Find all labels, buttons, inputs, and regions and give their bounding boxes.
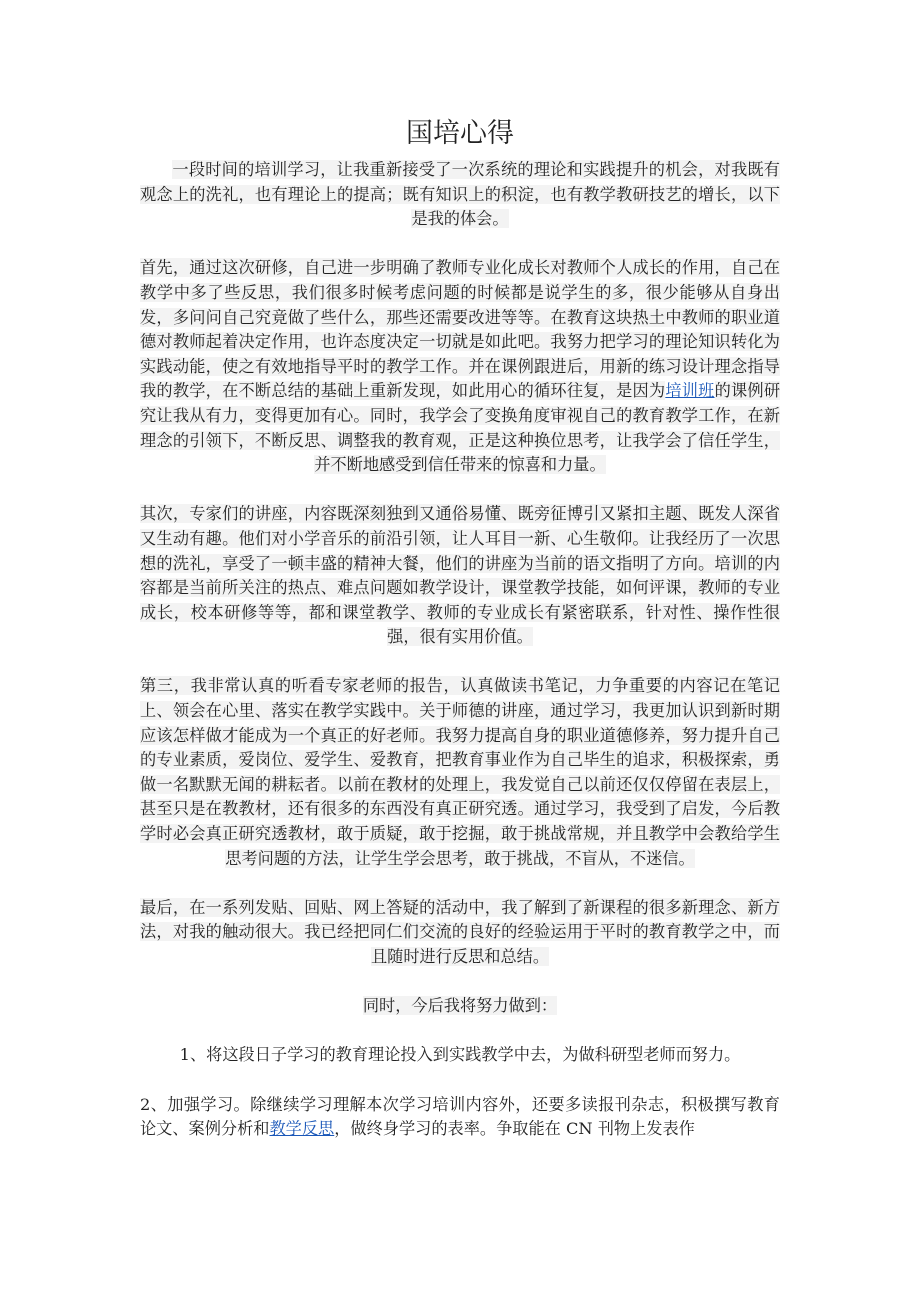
resolve-heading: 同时，今后我将努力做到： — [362, 996, 558, 1016]
paragraph-second: 其次，专家们的讲座，内容既深刻独到又通俗易懂、既旁征博引又紧扣主题、既发人深省又生动有趣。他们对小学音乐的前沿引领，让人耳目一新、心生敬仰。让我经历了一次思想的洗礼，享受了一顿丰盛的精神大餐，他们的讲座为当前的语文指明了方向。培训的内容都是当前所关注的热点、难点问题如教学设计，课堂教学技能，如何评课，教师的专业成长，校本研修等等，都和课堂教学、教师的专业成长有紧密联系，针对性、操作性很强，很有实用价值。 — [140, 504, 780, 647]
link-training-class[interactable]: 培训班 — [665, 381, 715, 401]
paragraph-third: 第三，我非常认真的听看专家老师的报告，认真做读书笔记，力争重要的内容记在笔记上、领会在心里、落实在教学实践中。关于师德的讲座，通过学习，我更加认识到新时期应该怎样做才能成为一个真正的好老师。我努力提高自身的职业道德修养，努力提升自己的专业素质，爱岗位、爱学生、爱教育，把教育事业作为自己毕生的追求，积极探索，勇做一名默默无闻的耕耘者。以前在教材的处理上，我发觉自己以前还仅仅停留在表层上，甚至只是在教教材，还有很多的东西没有真正研究透。通过学习，我受到了启发，今后教学时必会真正研究透教材，敢于质疑，敢于挖掘，敢于挑战常规，并且教学中会教给学生思考问题的方法，让学生学会思考，敢于挑战，不盲从，不迷信。 — [140, 676, 780, 868]
intro-paragraph: 一段时间的培训学习，让我重新接受了一次系统的理论和实践提升的机会，对我既有观念上的洗礼，也有理论上的提高；既有知识上的积淀，也有教学教研技艺的增长，以下是我的体会。 — [140, 160, 780, 229]
paragraph-fourth: 最后，在一系列发贴、回贴、网上答疑的活动中，我了解到了新课程的很多新理念、新方法，对我的触动很大。我已经把同仁们交流的良好的经验运用于平时的教育教学之中，而且随时进行反思和总结。 — [140, 897, 780, 966]
list-item-1: 1、将这段日子学习的教育理论投入到实践教学中去，为做科研型老师而努力。 — [179, 1045, 741, 1065]
link-teaching-reflection[interactable]: 教学反思 — [269, 1119, 335, 1139]
document-body — [140, 158, 780, 1142]
document-title: 国培心得 — [406, 118, 514, 149]
paragraph-first: 首先，通过这次研修，自己进一步明确了教师专业化成长对教师个人成长的作用，自己在教学中多了些反思，我们很多时候考虑问题的时候都是说学生的多，很少能够从自身出发，多问问自己究竟做了些什么，那些还需要改进等等。在教育这块热土中教师的职业道德对教师起着决定作用，也许态度决定一切就是如此吧。我努力把学习的理论知识转化为实践动能，使之有效地指导平时的教学工作。并在课例跟进后，用新的练习设计理念指导我的教学，在不断总结的基础上重新发现，如此用心的循环往复，是因为培训班的课例研究让我从有力，变得更加有心。同时，我学会了变换角度审视自己的教育教学工作，在新理念的引领下，不断反思、调整我的教育观，正是这种换位思考，让我学会了信任学生，并不断地感受到信任带来的惊喜和力量。 — [140, 258, 781, 475]
list-item-2: 2、加强学习。除继续学习理解本次学习培训内容外，还要多读报刊杂志，积极撰写教育论文、案例分析和教学反思，做终身学习的表率。争取能在 CN 刊物上发表作 — [140, 1094, 780, 1139]
